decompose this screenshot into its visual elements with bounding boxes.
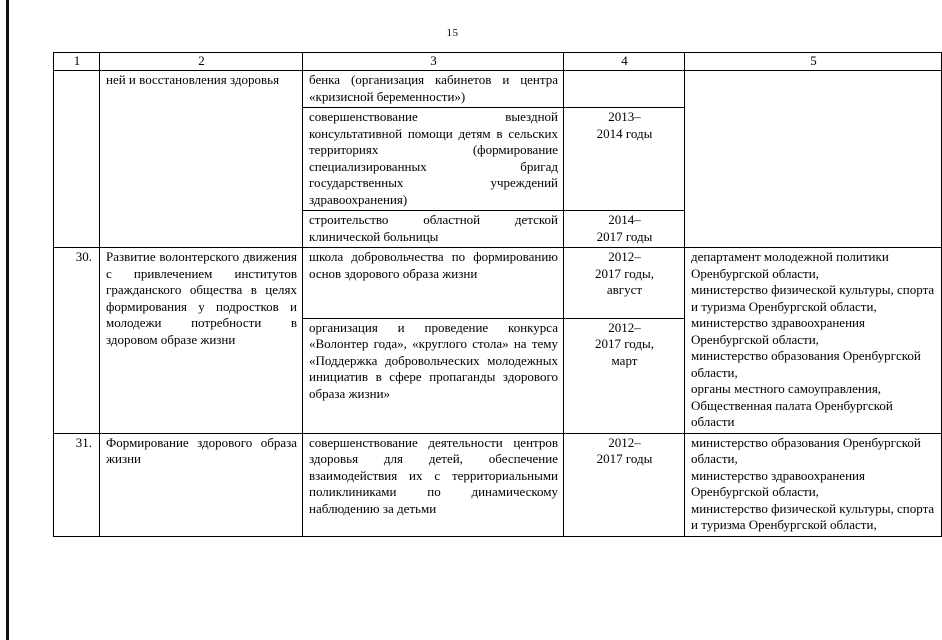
executors-label: департамент молодежной политики Оренбургской области, министерство физической культуры, спорта и туризма Оренбургской области, министерство здравоохранения Оренбургской области, министерство образования Оренбургской области, органы местного самоуправления, Общественная палата Оренбургской области: [691, 249, 935, 429]
measure-term-label: 2012– 2017 годы: [596, 434, 653, 466]
measure-term-label: 2012– 2017 годы, март: [595, 319, 654, 368]
page-number: 15: [446, 27, 459, 39]
measure-text: совершенствование выездной консультативной помощи детям в сельских территориях (формирование специализированных бригад государственных учреждений здравоохранения): [303, 108, 564, 211]
plan-table: [53, 52, 942, 537]
row-executors: [685, 433, 942, 536]
row-number: 30.: [54, 248, 100, 434]
measure-term: [564, 211, 685, 248]
measure-term-label: 2014– 2017 годы: [596, 212, 653, 244]
measure-term: [564, 433, 685, 536]
table-row: [54, 248, 942, 319]
measure-term: [564, 318, 685, 433]
row-executors: [685, 248, 942, 434]
column-number-1: 1: [54, 53, 100, 71]
measure-text: организация и проведение конкурса «Волонтер года», «круглого стола» на тему «Поддержка добровольческих молодежных инициатив в сфере пропаганды здорового образа жизни»: [303, 318, 564, 433]
column-number-row: [54, 53, 942, 71]
table-row: [54, 71, 942, 108]
column-number-4: 4: [564, 53, 685, 71]
column-number-3: 3: [303, 53, 564, 71]
measure-text: строительство областной детской клинической больницы: [303, 211, 564, 248]
measure-text: совершенствование деятельности центров здоровья для детей, обеспечение взаимодействия их с территориальными поликлиниками по динамическому наблюдению за детьми: [303, 433, 564, 536]
column-number-5: 5: [685, 53, 942, 71]
table-row: [54, 433, 942, 536]
row-title: Формирование здорового образа жизни: [100, 433, 303, 536]
column-number-2: 2: [100, 53, 303, 71]
executors-label: министерство образования Оренбургской области, министерство здравоохранения Оренбургской области, министерство физической культуры, спорта и туризма Оренбургской области,: [691, 434, 935, 532]
measure-term-label: 2012– 2017 годы, август: [595, 249, 654, 297]
row-title: Развитие волонтерского движения с привлечением институтов гражданского общества в целях формирования у подростков и молодежи потребности в здоровом образе жизни: [100, 248, 303, 434]
binding-edge: [6, 0, 9, 640]
measure-text: бенка (организация кабинетов и центра «кризисной беременности»): [303, 71, 564, 108]
row-title: ней и восстановления здоровья: [100, 71, 303, 248]
measure-term: [564, 71, 685, 108]
row-number: [54, 71, 100, 248]
row-number: 31.: [54, 433, 100, 536]
row-executors: [685, 71, 942, 248]
measure-term-label: 2013– 2014 годы: [596, 109, 653, 141]
measure-term: [564, 108, 685, 211]
measure-term: [564, 248, 685, 319]
measure-text: школа добровольчества по формированию основ здорового образа жизни: [303, 248, 564, 319]
